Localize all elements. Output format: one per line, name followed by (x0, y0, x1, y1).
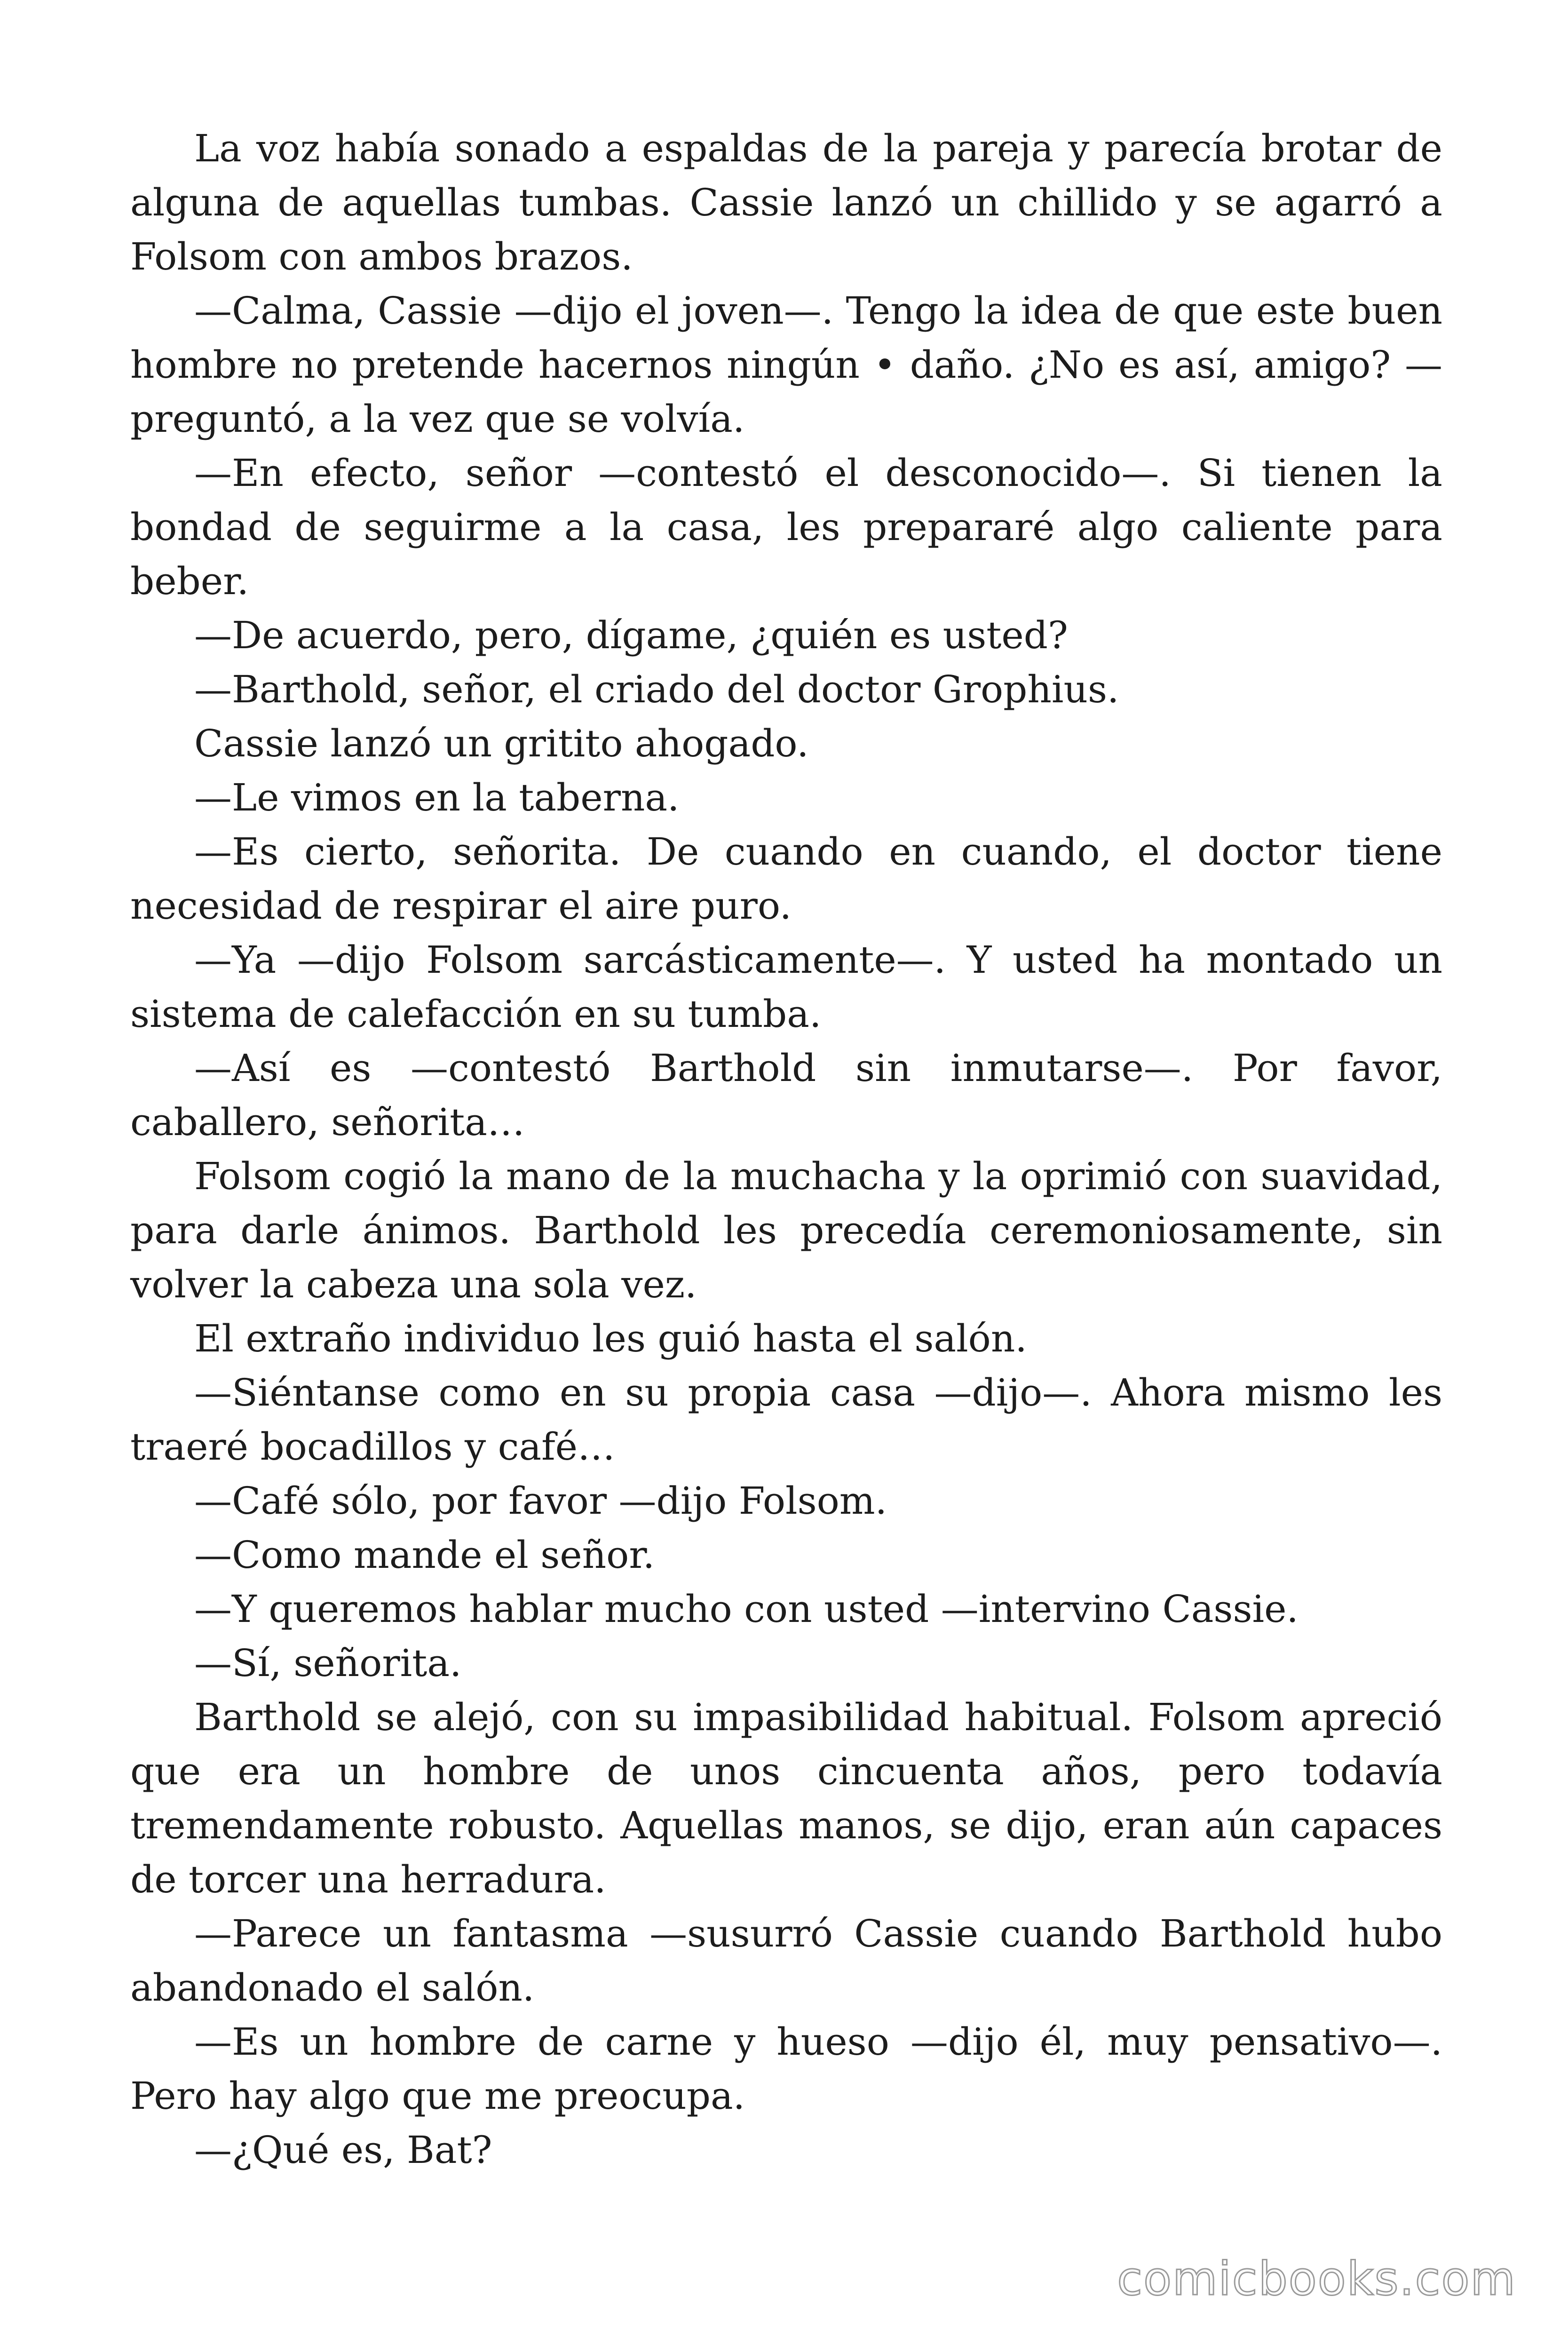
paragraph: Cassie lanzó un gritito ahogado. (194, 722, 809, 765)
paragraph: —En efecto, señor —contestó el desconocido—. Si tienen la bondad de seguirme a la casa, les prepararé algo caliente para beber. (130, 451, 1442, 603)
paragraph: —Le vimos en la taberna. (194, 776, 680, 819)
paragraph: —Parece un fantasma —susurró Cassie cuando Barthold hubo abandonado el salón. (130, 1912, 1442, 2010)
paragraph: —Así es —contestó Barthold sin inmutarse—. Por favor, caballero, señorita… (130, 1046, 1442, 1144)
paragraph: —Es un hombre de carne y hueso —dijo él, muy pensativo—. Pero hay algo que me preocupa. (130, 2020, 1442, 2118)
paragraph: —Como mande el señor. (194, 1533, 655, 1577)
watermark: comicbooks.com (1117, 2252, 1516, 2306)
paragraph: —Ya —dijo Folsom sarcásticamente—. Y usted ha montado un sistema de calefacción en su tumba. (130, 938, 1442, 1036)
paragraph: —Y queremos hablar mucho con usted —intervino Cassie. (194, 1587, 1299, 1631)
paragraph: Barthold se alejó, con su impasibilidad habitual. Folsom apreció que era un hombre de unos cincuenta años, pero todavía tremendamente robusto. Aquellas manos, se dijo, eran aún capaces de torcer una herradura. (130, 1695, 1442, 1901)
paragraph: —Barthold, señor, el criado del doctor Grophius. (194, 667, 1119, 711)
paragraph: —Calma, Cassie —dijo el joven—. Tengo la idea de que este buen hombre no pretende hacernos ningún • daño. ¿No es así, amigo? —preguntó, a la vez que se volvía. (130, 289, 1442, 441)
paragraph: —¿Qué es, Bat? (194, 2128, 492, 2172)
paragraph: —Sí, señorita. (194, 1641, 462, 1685)
paragraph: Folsom cogió la mano de la muchacha y la oprimió con suavidad, para darle ánimos. Barthold les precedía ceremoniosamente, sin volver la cabeza una sola vez. (130, 1154, 1442, 1306)
page-body (130, 121, 1442, 2177)
paragraph: —Café sólo, por favor —dijo Folsom. (194, 1479, 887, 1523)
paragraph: —Es cierto, señorita. De cuando en cuando, el doctor tiene necesidad de respirar el aire puro. (130, 830, 1442, 928)
paragraph: La voz había sonado a espaldas de la pareja y parecía brotar de alguna de aquellas tumbas. Cassie lanzó un chillido y se agarró a Folsom con ambos brazos. (130, 127, 1442, 278)
paragraph: El extraño individuo les guió hasta el salón. (194, 1317, 1027, 1360)
paragraph: —Siéntanse como en su propia casa —dijo—. Ahora mismo les traeré bocadillos y café… (130, 1371, 1442, 1469)
paragraph: —De acuerdo, pero, dígame, ¿quién es usted? (194, 613, 1068, 657)
